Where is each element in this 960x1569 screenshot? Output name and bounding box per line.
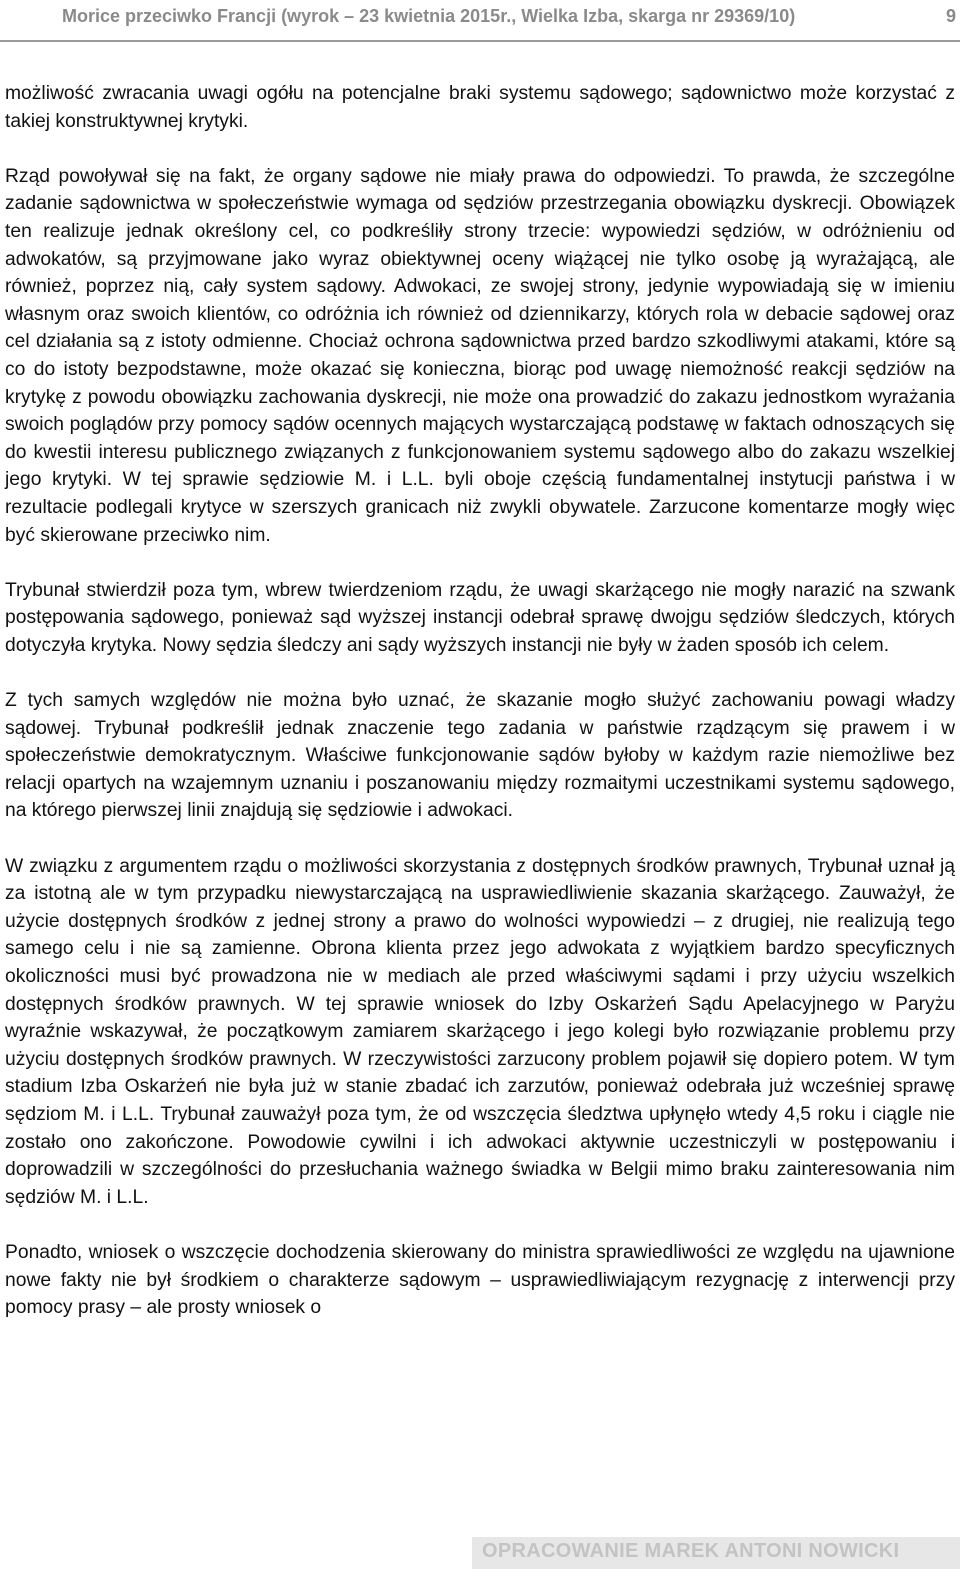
page-number: 9 <box>945 6 956 26</box>
paragraph-court-finding: Trybunał stwierdził poza tym, wbrew twierdzeniom rządu, że uwagi skarżącego nie mogły narazić na szwank postępowania sądowego, ponieważ sąd wyższej instancji odebrał sprawę dwojgu sędziów śledczych, których dotyczyła krytyka. Nowy sędzia śledczy ani sądy wyższych instancji nie były w żaden sposób ich celem. <box>5 579 955 656</box>
paragraph-government-argument: Rząd powoływał się na fakt, że organy sądowe nie miały prawa do odpowiedzi. To prawda, że szczególne zadanie sądownictwa w społeczeństwie wymaga od sędziów przestrzegania obowiązku dyskrecji. Obowiązek ten realizuje jednak określony cel, co podkreśliły strony trzecie: wypowiedzi sędziów, w odróżnieniu od adwokatów, są przyjmowane jako wyraz obiektywnej oceny wiążącej nie tylko osobę ją wyrażającą, ale również, poprzez nią, cały system sądowy. Adwokaci, ze swojej strony, jedynie wypowiadają się w imieniu własnym oraz swoich klientów, co odróżnia ich również od dziennikarzy, których rola w debacie sądowej oraz cel działania są z istoty odmienne. Chociaż ochrona sądownictwa przed bardzo szkodliwymi atakami, które są co do istoty bezpodstawne, może okazać się konieczna, biorąc pod uwagę niemożność reakcji sędziów na krytykę z powodu obowiązku zachowania dyskrecji, nie może ona prowadzić do zakazu jednostkom wyrażania swoich poglądów przy pomocy sądów ocennych mających wystarczającą podstawę w faktach odnoszących się do kwestii interesu publicznego związanych z funkcjonowaniem systemu sądowego albo do zakazu wszelkiej jego krytyki. W tej sprawie sędziowie M. i L.L. byli oboje częścią fundamentalnej instytucji państwa i w rezultacie podlegali krytyce w szerszych granicach niż zwykli obywatele. Zarzucone komentarze mogły więc być skierowane przeciwko nim. <box>5 165 955 546</box>
page-header <box>0 0 960 42</box>
document-body <box>5 80 955 1322</box>
paragraph-judicial-authority: Z tych samych względów nie można było uznać, że skazanie mogło służyć zachowaniu powagi władzy sądowej. Trybunał podkreślił jednak znaczenie tego zadania w państwie rządzącym się prawem i w społeczeństwie demokratycznym. Właściwe funkcjonowanie sądów byłoby w każdym razie niemożliwe bez relacji opartych na wzajemnym uznaniu i poszanowaniu między rozmaitymi uczestnikami systemu sądowego, na którego pierwszej linii znajdują się sędziowie i adwokaci. <box>5 690 955 822</box>
paragraph-minister-request: Ponadto, wniosek o wszczęcie dochodzenia skierowany do ministra sprawiedliwości ze względu na ujawnione nowe fakty nie był środkiem o charakterze sądowym – usprawiedliwiającym rezygnację z interwencji przy pomocy prasy – ale prosty wniosek o <box>5 1241 955 1319</box>
paragraph-continued: możliwość zwracania uwagi ogółu na potencjalne braki systemu sądowego; sądownictwo może korzystać z takiej konstruktywnej krytyki. <box>5 83 955 132</box>
paragraph-legal-remedies: W związku z argumentem rządu o możliwości skorzystania z dostępnych środków prawnych, Trybunał uznał ją za istotną ale w tym przypadku niewystarczającą na usprawiedliwienie skazania skarżącego. Zauważył, że użycie dostępnych środków z jednej strony a prawo do wolności wypowiedzi – z drugiej, nie realizują tego samego celu i nie są zamienne. Obrona klienta przez jego adwokata z wyjątkiem bardzo specyficznych okoliczności musi być prowadzona nie w mediach ale przed właściwymi sądami i przy użyciu wszelkich dostępnych środków prawnych. W tej sprawie wniosek do Izby Oskarżeń Sądu Apelacyjnego w Paryżu wyraźnie wskazywał, że początkowym zamiarem skarżącego i jego kolegi było rozwiązanie problemu przy użyciu dostępnych środków prawnych. W rzeczywistości zarzucony problem pojawił się dopiero potem. W tym stadium Izba Oskarżeń nie była już w stanie zbadać ich zarzutów, ponieważ odebrała już wcześniej sprawę sędziom M. i L.L. Trybunał zauważył poza tym, że od wszczęcia śledztwa upłynęło wtedy 4,5 roku i ciągle nie zostało ono zakończone. Powodowie cywilni i ich adwokaci aktywnie uczestniczyli w postępowaniu i doprowadzili w szczególności do przesłuchania ważnego świadka w Belgii mimo braku zainteresowania nim sędziów M. i L.L. <box>5 855 955 1208</box>
document-running-title: Morice przeciwko Francji (wyrok – 23 kwietnia 2015r., Wielka Izba, skarga nr 29369/10) <box>62 6 796 26</box>
footer-author-credit: OPRACOWANIE MAREK ANTONI NOWICKI <box>482 1540 900 1562</box>
